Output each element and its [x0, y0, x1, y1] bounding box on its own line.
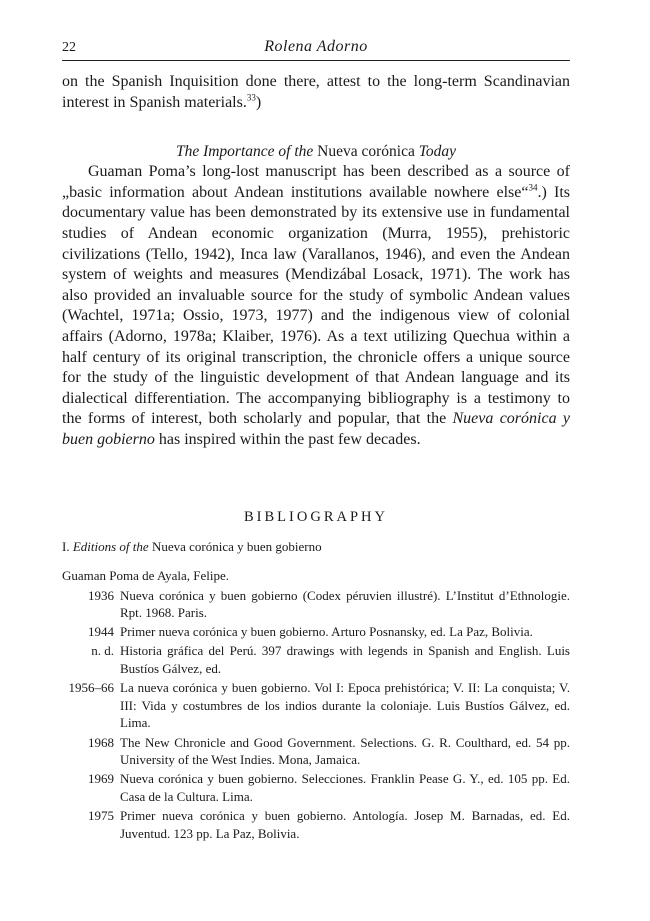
section-title-italic-1: The Importance of the [175, 143, 314, 161]
entry-year: 1975 [88, 808, 114, 824]
entry-year: 1944 [88, 624, 114, 640]
bibliography-entry [62, 642, 570, 677]
bibliography-subheading [62, 538, 570, 555]
carryover-paragraph [62, 72, 570, 113]
entry-text: Nueva corónica y buen gobierno (Codex péruvien illustré). L’Institut d’Ethnologie. Rpt. 1968. Paris. [120, 587, 570, 621]
bibliography-entry [62, 770, 570, 805]
entry-year: 1969 [88, 771, 114, 787]
paragraph-part-3: has inspired within the past few decades. [158, 430, 421, 448]
entry-text: La nueva corónica y buen gobierno. Vol I: Epoca prehistórica; V. II: La conquista; V. III: Vida y costumbres de los indios durante la coloniaje. Luis Bustíos Gálvez, ed. Lima. [120, 680, 570, 731]
entry-text: The New Chronicle and Good Government. Selections. G. R. Coulthard, ed. 54 pp. University of the West Indies. Mona, Jamaica. [120, 734, 570, 768]
section-title-roman: Nueva corónica [317, 143, 415, 161]
entry-year: 1936 [88, 587, 114, 603]
entry-year: 1968 [88, 734, 114, 750]
paragraph-italic-title: Nueva corónica y buen gobierno [62, 410, 570, 448]
bibliography-title: BIBLIOGRAPHY [244, 508, 388, 525]
bibliography-entry [62, 807, 570, 842]
subheading-italic: Editions of the [72, 538, 149, 554]
page [62, 38, 570, 844]
entry-year: n. d. [91, 643, 114, 659]
bibliography-entry [62, 734, 570, 769]
bibliography-entry [62, 587, 570, 622]
section-title [62, 142, 570, 162]
page-number: 22 [62, 40, 76, 55]
bibliography-author: Guaman Poma de Ayala, Felipe. [62, 567, 230, 583]
carryover-close: ) [255, 93, 262, 111]
footnote-ref-33: 33 [246, 92, 256, 103]
running-head: Rolena Adorno [264, 38, 368, 55]
bibliography-entries [62, 587, 570, 843]
bibliography-entry [62, 679, 570, 732]
carryover-text: on the Spanish Inquisition done there, attest to the long-term Scandinavian interest in Spanish materials. [62, 73, 570, 111]
subheading-roman: Nueva corónica y buen gobierno [151, 538, 322, 554]
page-header [62, 38, 570, 61]
entry-text: Nueva corónica y buen gobierno. Selecciones. Franklin Pease G. Y., ed. 105 pp. Ed. Casa de la Cultura. Lima. [120, 771, 570, 804]
footnote-ref-34: 34 [528, 182, 538, 193]
subheading-number: I. [62, 538, 70, 554]
entry-year: 1956–66 [68, 680, 114, 696]
entry-text: Primer nueva corónica y buen gobierno. Arturo Posnansky, ed. La Paz, Bolivia. [120, 624, 533, 640]
entry-text: Primer nueva corónica y buen gobierno. Antología. Josep M. Barnadas, ed. Ed. Juventud. 123 pp. La Paz, Bolivia. [120, 808, 570, 841]
section-paragraph [62, 162, 570, 450]
paragraph-part-1: Guaman Poma’s long-lost manuscript has been described as a source of „basic information about Andean institutions available nowhere else“ [62, 163, 570, 201]
entry-text: Historia gráfica del Perú. 397 drawings with legends in Spanish and English. Luis Bustíos Gálvez, ed. [120, 643, 570, 677]
paragraph-part-2: .) Its documentary value has been demonstrated by its extensive use in fundamental studies of Andean economic organization (Murra, 1955), prehistoric civilizations (Tello, 1942), Inca law (Varallanos, 1946), and even the Andean system of weights and measures (Mendizábal Losack, 1971). The work has also provided an invaluable source for the study of symbolic Andean values (Wachtel, 1971a; Ossio, 1973, 1977) and the indigenous view of colonial affairs (Adorno, 1978a; Klaiber, 1976). As a text utilizing Quechua within a half century of its original transcription, the chronicle offers a unique source for the study of the linguistic development of that Andean language and its dialectical differentiation. The accompanying bibliography is a testimony to the forms of interest, both scholarly and popular, that the [62, 183, 571, 428]
bibliography-entry [62, 623, 570, 641]
section-title-italic-2: Today [418, 143, 457, 161]
